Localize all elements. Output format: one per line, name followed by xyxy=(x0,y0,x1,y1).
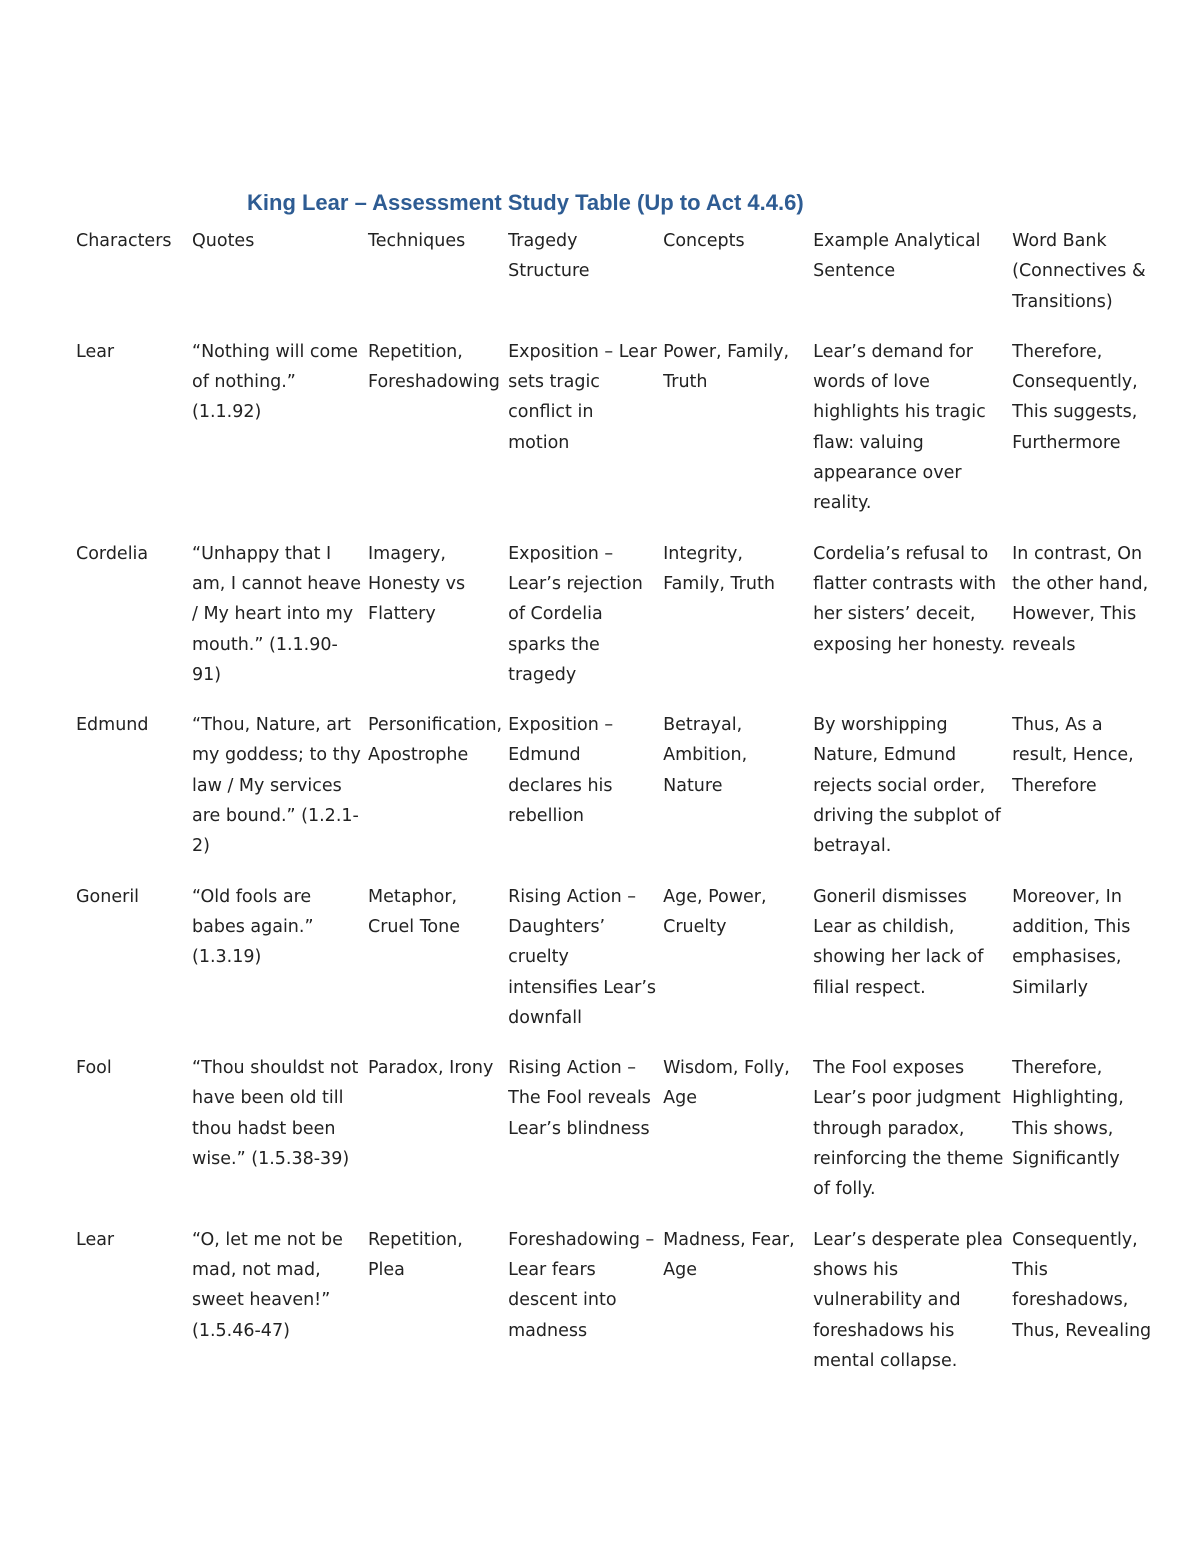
header-example-sentence: Example Analytical Sentence xyxy=(813,231,981,282)
cell-word-bank: In contrast, On the other hand, However, This reveals xyxy=(1012,543,1149,655)
cell-word-bank: Therefore, Highlighting, This shows, Significantly xyxy=(1012,1058,1124,1170)
cell-character: Lear xyxy=(76,1229,115,1250)
header-word-bank: Word Bank (Connectives & Transitions) xyxy=(1012,231,1146,312)
table-row xyxy=(70,1225,1156,1396)
table-row xyxy=(70,539,1156,710)
cell-structure: Exposition – Lear sets tragic conflict in motion xyxy=(508,341,657,453)
cell-concepts: Madness, Fear, Age xyxy=(663,1229,795,1280)
cell-concepts: Integrity, Family, Truth xyxy=(663,543,775,594)
cell-techniques: Imagery, Honesty vs Flattery xyxy=(368,543,466,625)
cell-character: Fool xyxy=(76,1058,112,1079)
cell-structure: Rising Action – Daughters’ cruelty intensifies Lear’s downfall xyxy=(508,886,657,1028)
cell-concepts: Betrayal, Ambition, Nature xyxy=(663,715,748,796)
header-tragedy-structure: Tragedy Structure xyxy=(508,231,590,282)
cell-quote: “Old fools are babes again.” (1.3.19) xyxy=(192,886,314,968)
cell-word-bank: Consequently, This foreshadows, Thus, Revealing xyxy=(1012,1229,1152,1341)
cell-structure: Foreshadowing – Lear fears descent into madness xyxy=(508,1229,655,1341)
cell-concepts: Wisdom, Folly, Age xyxy=(663,1058,790,1109)
cell-quote: “Unhappy that I am, I cannot heave / My heart into my mouth.” (1.1.90-91) xyxy=(192,543,361,685)
document-title: King Lear – Assessment Study Table (Up to Act 4.4.6) xyxy=(247,190,804,215)
table-row xyxy=(70,882,1156,1053)
cell-sentence: Lear’s demand for words of love highlights his tragic flaw: valuing appearance over reality. xyxy=(813,341,986,514)
cell-structure: Exposition – Lear’s rejection of Cordelia sparks the tragedy xyxy=(508,543,643,685)
cell-structure: Exposition – Edmund declares his rebellion xyxy=(508,715,614,827)
cell-techniques: Paradox, Irony xyxy=(368,1058,494,1079)
cell-sentence: Goneril dismisses Lear as childish, showing her lack of filial respect. xyxy=(813,886,984,998)
cell-sentence: The Fool exposes Lear’s poor judgment through paradox, reinforcing the theme of folly. xyxy=(813,1058,1004,1200)
cell-techniques: Repetition, Plea xyxy=(368,1229,463,1280)
cell-sentence: Cordelia’s refusal to flatter contrasts with her sisters’ deceit, exposing her honesty. xyxy=(813,543,1006,655)
cell-character: Goneril xyxy=(76,886,140,907)
cell-quote: “Nothing will come of nothing.” (1.1.92) xyxy=(192,341,359,423)
table-row xyxy=(70,710,1156,881)
cell-structure: Rising Action – The Fool reveals Lear’s blindness xyxy=(508,1058,651,1139)
cell-sentence: By worshipping Nature, Edmund rejects social order, driving the subplot of betrayal. xyxy=(813,715,1001,857)
cell-word-bank: Therefore, Consequently, This suggests, Furthermore xyxy=(1012,341,1138,453)
header-techniques: Techniques xyxy=(368,231,466,251)
cell-quote: “O, let me not be mad, not mad, sweet heaven!” (1.5.46-47) xyxy=(192,1229,343,1341)
cell-character: Cordelia xyxy=(76,543,149,564)
cell-concepts: Age, Power, Cruelty xyxy=(663,886,767,937)
cell-techniques: Metaphor, Cruel Tone xyxy=(368,886,460,937)
header-characters: Characters xyxy=(76,231,172,251)
table-row xyxy=(70,337,1156,539)
cell-word-bank: Thus, As a result, Hence, Therefore xyxy=(1012,715,1134,796)
header-quotes: Quotes xyxy=(192,231,255,251)
cell-character: Lear xyxy=(76,341,115,362)
header-row xyxy=(70,226,1156,337)
cell-techniques: Personification, Apostrophe xyxy=(368,715,503,766)
cell-sentence: Lear’s desperate plea shows his vulnerability and foreshadows his mental collapse. xyxy=(813,1229,1003,1371)
cell-techniques: Repetition, Foreshadowing xyxy=(368,341,500,393)
cell-character: Edmund xyxy=(76,715,149,736)
study-table xyxy=(70,226,1156,1396)
cell-quote: “Thou shouldst not have been old till thou hadst been wise.” (1.5.38-39) xyxy=(192,1058,359,1170)
cell-word-bank: Moreover, In addition, This emphasises, Similarly xyxy=(1012,886,1131,998)
cell-quote: “Thou, Nature, art my goddess; to thy law / My services are bound.” (1.2.1-2) xyxy=(192,715,361,857)
table-row xyxy=(70,1053,1156,1224)
cell-concepts: Power, Family, Truth xyxy=(663,341,790,393)
header-concepts: Concepts xyxy=(663,231,745,251)
